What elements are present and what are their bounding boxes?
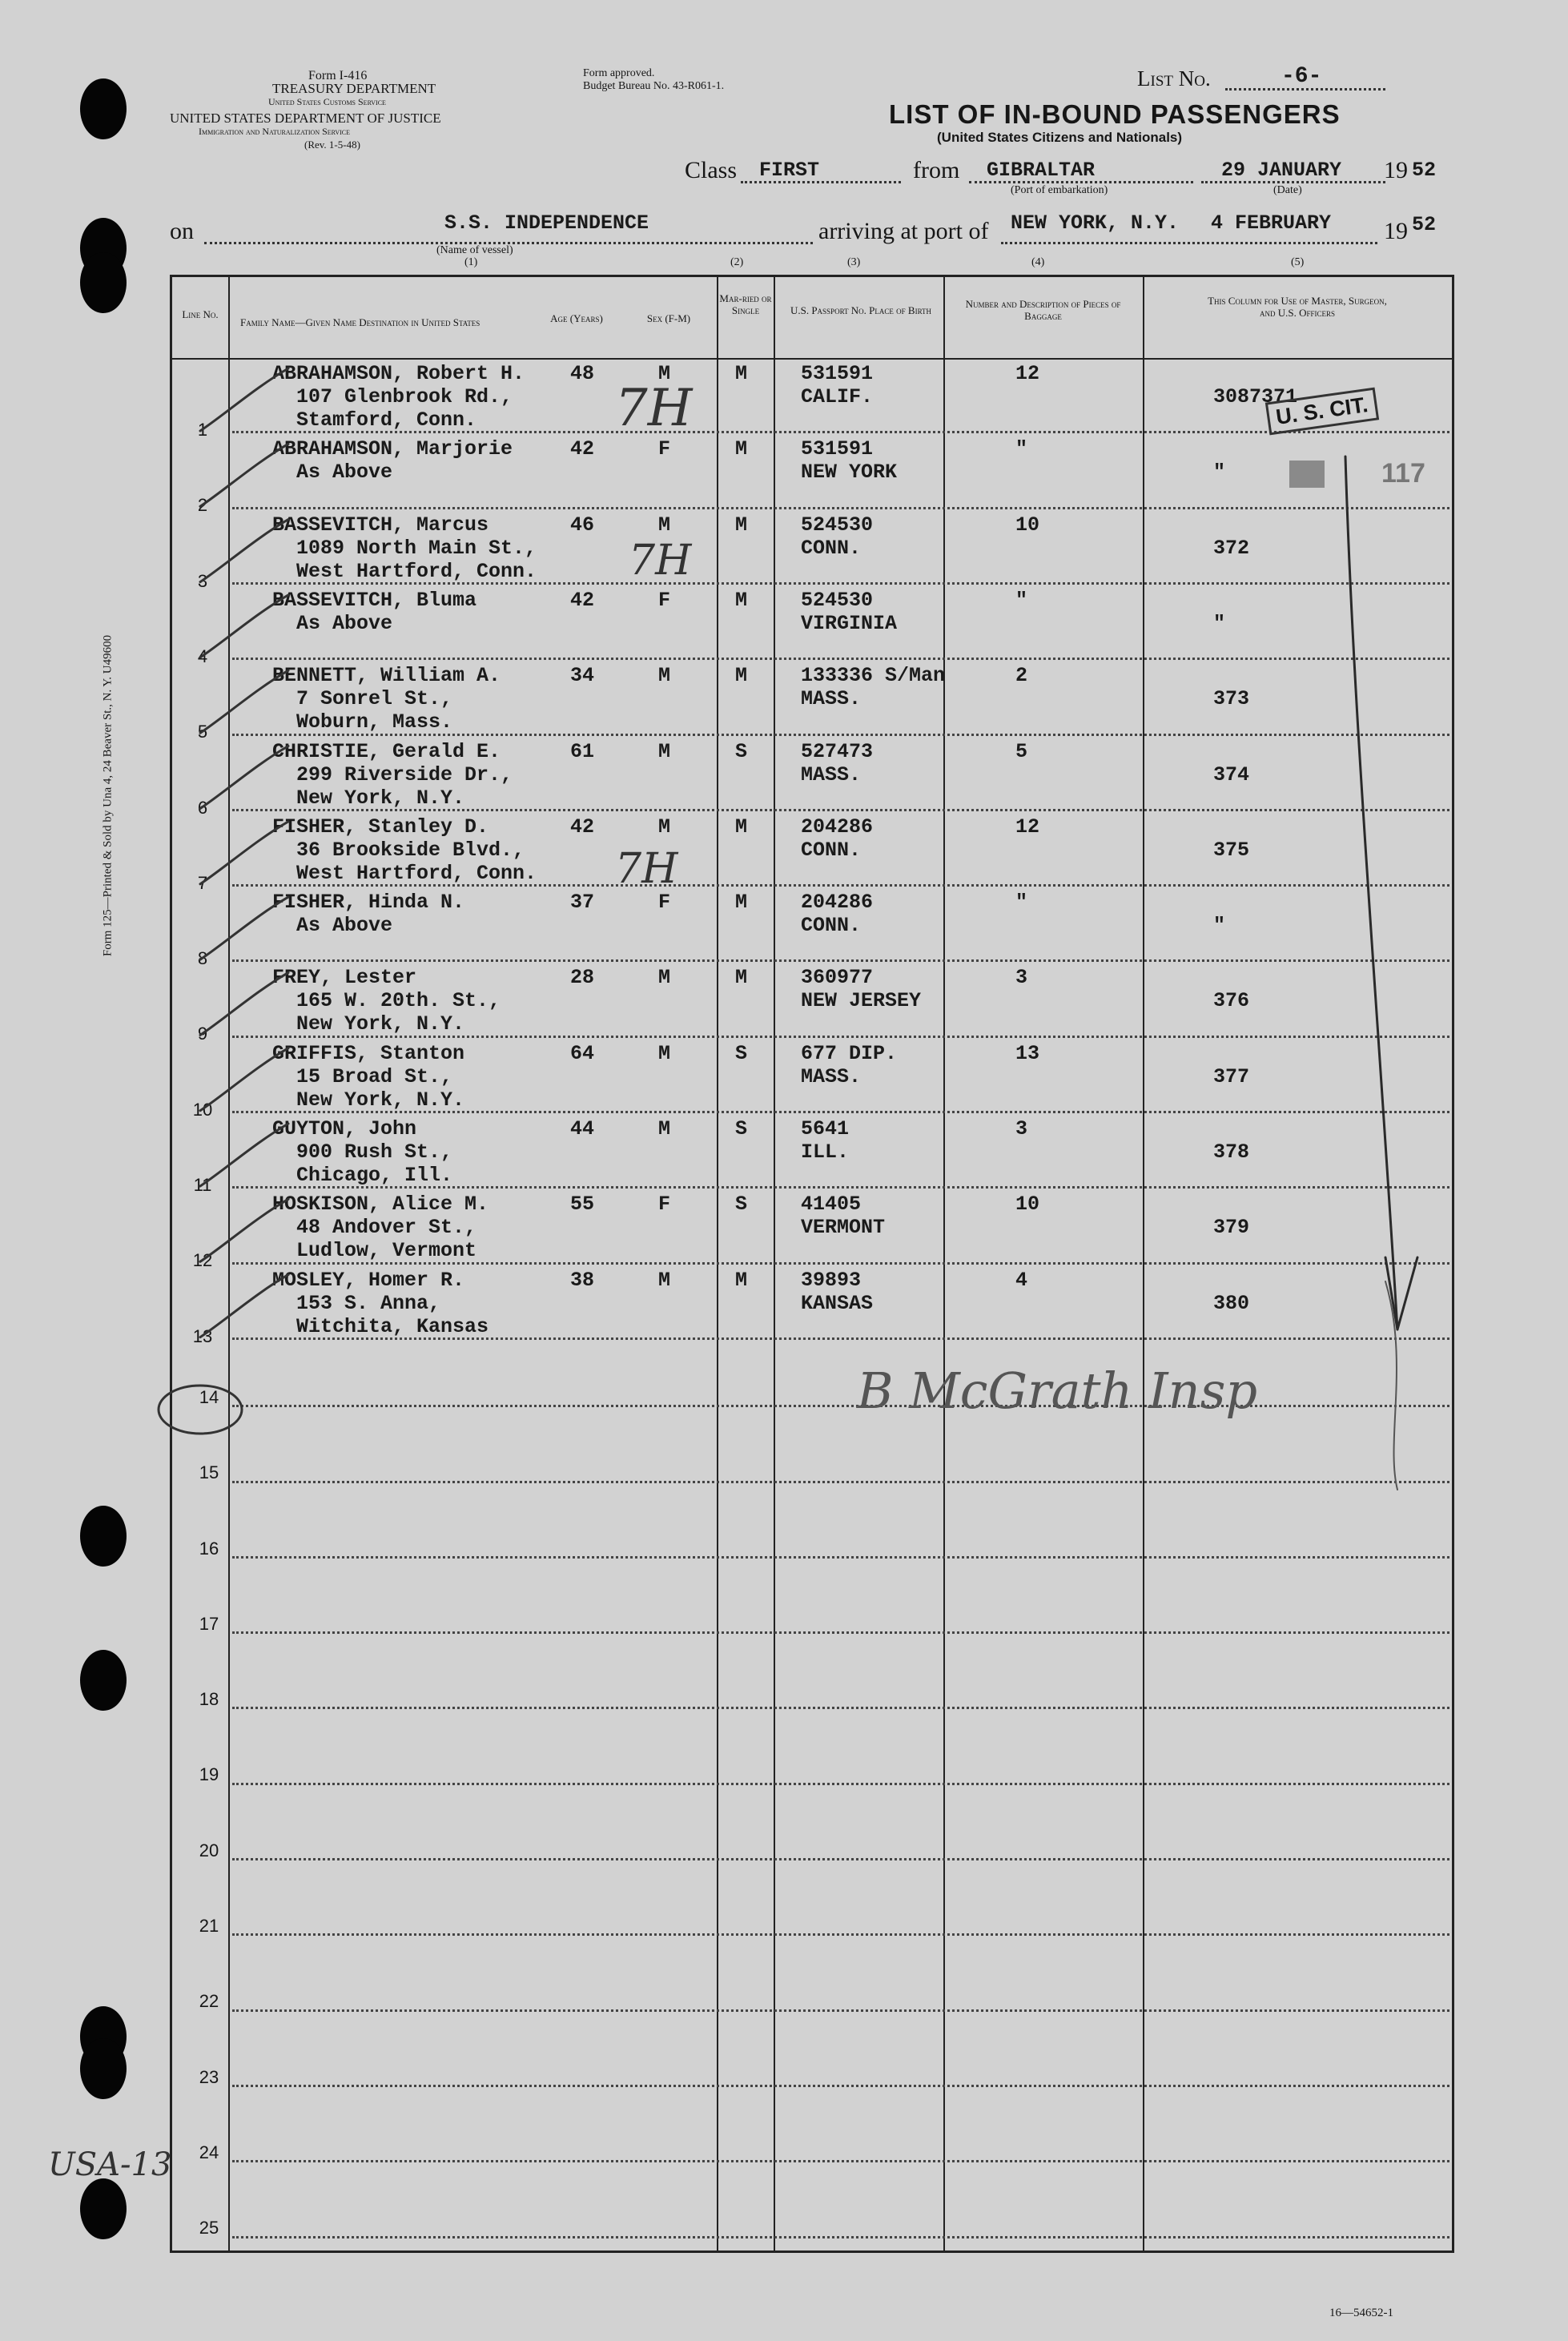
port-embark: GIBRALTAR [987, 159, 1096, 182]
line-number: 2 [197, 495, 208, 516]
baggage-count: " [1015, 588, 1028, 612]
ins-service: Immigration and Naturalization Service [199, 126, 351, 137]
side-print-credit: Form 125—Printed & Sold by Una 4, 24 Beaver St., N. Y. U49600 [101, 634, 115, 957]
officer-note: 375 [1213, 838, 1250, 862]
passport-number: 204286 [801, 891, 874, 915]
line-number: 18 [199, 1689, 219, 1710]
line-number: 13 [192, 1325, 213, 1346]
check-mark [200, 972, 288, 1035]
passenger-marital: M [735, 513, 748, 537]
officer-note: 379 [1213, 1216, 1250, 1240]
passport-number: 527473 [801, 739, 874, 763]
passenger-age: 46 [570, 513, 595, 537]
arrival-year: 52 [1412, 213, 1437, 236]
passenger-name: ABRAHAMSON, Marjorie [272, 437, 513, 461]
date-caption: (Date) [1273, 184, 1302, 196]
passenger-city: West Hartford, Conn. [296, 861, 537, 885]
us-citizen-stamp: U. S. CIT. [1265, 388, 1379, 436]
passenger-marital: S [735, 739, 748, 763]
arriving-label: arriving at port of [818, 218, 989, 244]
passenger-sex: F [658, 437, 671, 461]
passenger-city: Woburn, Mass. [296, 710, 453, 734]
inspector-signature: B McGrath Insp [857, 1362, 1258, 1420]
col-num-5: (5) [1291, 256, 1305, 268]
line-number: 15 [199, 1462, 219, 1483]
passenger-marital: M [735, 588, 748, 612]
passenger-sex: M [658, 815, 671, 839]
officer-note: " [1213, 611, 1226, 635]
col-num-1: (1) [464, 256, 478, 268]
passenger-age: 61 [570, 739, 595, 763]
baggage-count: 5 [1015, 739, 1028, 763]
officer-note: 372 [1213, 536, 1250, 560]
passenger-marital: M [735, 362, 748, 385]
footer-code: 16—54652-1 [1329, 2307, 1393, 2319]
page-title: LIST OF IN-BOUND PASSENGERS [889, 99, 1341, 129]
passenger-address: As Above [296, 914, 393, 938]
baggage-count: 4 [1015, 1268, 1028, 1292]
passenger-sex: M [658, 1041, 671, 1065]
passenger-name: BASSEVITCH, Marcus [272, 513, 489, 537]
passenger-age: 55 [570, 1193, 595, 1217]
passenger-address: 48 Andover St., [296, 1216, 477, 1240]
line-number: 20 [199, 1840, 219, 1860]
passenger-address: As Above [296, 611, 393, 635]
passenger-marital: M [735, 664, 748, 688]
passenger-city: West Hartford, Conn. [296, 559, 537, 583]
passenger-sex: F [658, 1193, 671, 1217]
passenger-address: 153 S. Anna, [296, 1291, 441, 1315]
place-of-birth: VERMONT [801, 1216, 886, 1240]
passenger-address: 107 Glenbrook Rd., [296, 385, 513, 408]
passenger-city: New York, N.Y. [296, 1088, 465, 1112]
hand-mark: 7H [615, 845, 678, 893]
baggage-count: 10 [1015, 513, 1040, 537]
port-embark-caption: (Port of embarkation) [1011, 184, 1108, 196]
passenger-name: GUYTON, John [272, 1117, 417, 1140]
check-mark [200, 746, 288, 809]
passenger-name: FREY, Lester [272, 966, 417, 990]
check-mark [200, 595, 288, 658]
passenger-marital: S [735, 1041, 748, 1065]
depart-year: 52 [1412, 159, 1437, 182]
officer-note: 373 [1213, 687, 1250, 711]
passenger-address: As Above [296, 461, 393, 485]
place-of-birth: VIRGINIA [801, 611, 898, 635]
passenger-age: 48 [570, 362, 595, 385]
baggage-count: 3 [1015, 966, 1028, 990]
passport-number: 41405 [801, 1193, 862, 1217]
hand-mark: 7H [629, 537, 692, 585]
passport-number: 133336 S/Man [801, 664, 946, 688]
arrival-date: 4 FEBRUARY [1211, 211, 1332, 235]
passenger-sex: M [658, 664, 671, 688]
col-header-line: Line No. [182, 308, 219, 320]
place-of-birth: ILL. [801, 1140, 850, 1164]
passenger-address: 7 Sonrel St., [296, 687, 453, 711]
passenger-age: 42 [570, 588, 595, 612]
line-number: 4 [197, 646, 208, 666]
revision: (Rev. 1-5-48) [304, 139, 360, 151]
baggage-count: " [1015, 437, 1028, 461]
line-number: 6 [197, 797, 208, 818]
vessel-caption: (Name of vessel) [436, 244, 513, 256]
check-mark [200, 1199, 288, 1261]
passenger-city: Stamford, Conn. [296, 408, 477, 432]
passenger-city: New York, N.Y. [296, 1012, 465, 1036]
passenger-age: 28 [570, 966, 595, 990]
baggage-count: 13 [1015, 1041, 1040, 1065]
check-mark [200, 1124, 288, 1186]
passenger-sex: F [658, 891, 671, 915]
passenger-age: 38 [570, 1268, 595, 1292]
class-label: Class [685, 157, 738, 183]
list-no-label: List No. [1137, 66, 1211, 91]
class-value: FIRST [759, 159, 820, 182]
line-number: 22 [199, 1991, 219, 2012]
col-num-3: (3) [847, 256, 861, 268]
passport-number: 524530 [801, 513, 874, 537]
check-mark [200, 897, 288, 959]
baggage-count: 10 [1015, 1193, 1040, 1217]
passenger-sex: M [658, 362, 671, 385]
circle-mark [159, 1386, 242, 1434]
passenger-address: 15 Broad St., [296, 1064, 453, 1088]
place-of-birth: CALIF. [801, 385, 874, 408]
line-number: 23 [199, 2066, 219, 2087]
col-num-2: (2) [730, 256, 744, 268]
passport-number: 360977 [801, 966, 874, 990]
officer-note: 380 [1213, 1291, 1250, 1315]
baggage-count: 2 [1015, 664, 1028, 688]
line-number: 14 [199, 1386, 219, 1407]
check-mark [200, 1048, 288, 1111]
list-no-value: -6- [1281, 64, 1322, 89]
passenger-name: HOSKISON, Alice M. [272, 1193, 489, 1217]
officer-note: 376 [1213, 989, 1250, 1013]
year-prefix: 19 [1384, 157, 1408, 183]
passenger-age: 42 [570, 815, 595, 839]
passenger-name: MOSLEY, Homer R. [272, 1268, 465, 1292]
baggage-count: 12 [1015, 815, 1040, 839]
col-header-age: Age (Years) [550, 312, 603, 324]
line-number: 8 [197, 948, 208, 969]
officer-note: 374 [1213, 762, 1250, 786]
passenger-address: 900 Rush St., [296, 1140, 453, 1164]
baggage-count: 12 [1015, 362, 1040, 385]
place-of-birth: CONN. [801, 536, 862, 560]
budget-bureau: Budget Bureau No. 43-R061-1. [583, 80, 725, 92]
customs-service: United States Customs Service [268, 96, 386, 107]
passenger-name: ABRAHAMSON, Robert H. [272, 362, 525, 385]
passenger-address: 299 Riverside Dr., [296, 762, 513, 786]
passenger-city: Ludlow, Vermont [296, 1239, 477, 1263]
passenger-address: 1089 North Main St., [296, 536, 537, 560]
passenger-city: Witchita, Kansas [296, 1314, 489, 1338]
col-header-baggage: Number and Description of Pieces of Baggage [965, 298, 1121, 322]
line-number: 11 [193, 1175, 212, 1195]
passenger-address: 165 W. 20th. St., [296, 989, 501, 1013]
passport-number: 204286 [801, 815, 874, 839]
passenger-name: FISHER, Stanley D. [272, 815, 489, 839]
passenger-age: 37 [570, 891, 595, 915]
place-of-birth: NEW JERSEY [801, 989, 922, 1013]
stamp-number: 117 [1381, 458, 1425, 489]
officer-note: " [1213, 914, 1226, 938]
line-number: 17 [199, 1613, 219, 1634]
place-of-birth: MASS. [801, 762, 862, 786]
passenger-city: Chicago, Ill. [296, 1164, 453, 1187]
passport-number: 677 DIP. [801, 1041, 898, 1065]
passport-number: 5641 [801, 1117, 850, 1140]
passenger-name: BASSEVITCH, Bluma [272, 588, 477, 612]
on-label: on [170, 218, 194, 244]
form-number: Form I-416 [308, 69, 368, 82]
place-of-birth: KANSAS [801, 1291, 874, 1315]
officer-note: 377 [1213, 1064, 1250, 1088]
passenger-name: FISHER, Hinda N. [272, 891, 465, 915]
line-number: 19 [199, 1764, 219, 1785]
passenger-marital: M [735, 1268, 748, 1292]
passenger-city: New York, N.Y. [296, 786, 465, 810]
from-label: from [913, 157, 960, 183]
passport-number: 39893 [801, 1268, 862, 1292]
check-mark [200, 1275, 288, 1337]
check-mark [200, 444, 288, 506]
page-subtitle: (United States Citizens and Nationals) [937, 130, 1183, 145]
passport-number: 524530 [801, 588, 874, 612]
line-number: 10 [192, 1099, 213, 1120]
line-number: 25 [199, 2218, 219, 2238]
passenger-age: 64 [570, 1041, 595, 1065]
line-number: 7 [197, 872, 208, 893]
check-mark [200, 822, 288, 884]
passport-number: 531591 [801, 362, 874, 385]
col-header-married: Mar-ried or Single [719, 292, 772, 316]
col-header-officers: This Column for Use of Master, Surgeon, and U.S. Officers [1208, 295, 1387, 319]
passenger-sex: M [658, 513, 671, 537]
passenger-marital: M [735, 437, 748, 461]
hand-mark: 7H [615, 379, 693, 438]
col-header-name: Family Name—Given Name Destination in United States [240, 316, 480, 328]
officer-note: 3087371 [1213, 385, 1298, 408]
officer-note: 378 [1213, 1140, 1250, 1164]
place-of-birth: NEW YORK [801, 461, 898, 485]
place-of-birth: MASS. [801, 1064, 862, 1088]
year-prefix-2: 19 [1384, 218, 1408, 244]
line-number: 24 [199, 2142, 219, 2162]
form-approved: Form approved. [583, 67, 655, 79]
col-header-passport: U.S. Passport No. Place of Birth [790, 304, 932, 316]
handwritten-usa: USA-13 [48, 2146, 172, 2183]
line-number: 3 [197, 570, 208, 591]
line-number: 16 [199, 1538, 219, 1559]
check-mark [200, 368, 288, 431]
passenger-marital: M [735, 966, 748, 990]
place-of-birth: CONN. [801, 838, 862, 862]
line-number: 12 [192, 1250, 213, 1271]
passenger-age: 44 [570, 1117, 595, 1140]
passenger-age: 34 [570, 664, 595, 688]
passenger-sex: M [658, 1117, 671, 1140]
justice-dept: UNITED STATES DEPARTMENT OF JUSTICE [170, 111, 441, 126]
line-number: 9 [197, 1024, 208, 1044]
col-header-sex: Sex (F-M) [646, 312, 691, 324]
line-number: 5 [197, 722, 208, 742]
vessel-name: S.S. INDEPENDENCE [444, 211, 649, 235]
passenger-name: BENNETT, William A. [272, 664, 501, 688]
place-of-birth: MASS. [801, 687, 862, 711]
passenger-age: 42 [570, 437, 595, 461]
treasury-dept: TREASURY DEPARTMENT [272, 81, 436, 96]
passenger-name: CHRISTIE, Gerald E. [272, 739, 501, 763]
passenger-marital: S [735, 1193, 748, 1217]
passport-number: 531591 [801, 437, 874, 461]
passenger-sex: M [658, 1268, 671, 1292]
baggage-count: " [1015, 891, 1028, 915]
line-number: 1 [197, 420, 208, 440]
officer-note: " [1213, 461, 1226, 485]
check-mark [200, 670, 288, 733]
passenger-address: 36 Brookside Blvd., [296, 838, 525, 862]
col-num-4: (4) [1031, 256, 1045, 268]
passenger-marital: S [735, 1117, 748, 1140]
passenger-sex: M [658, 739, 671, 763]
passenger-sex: M [658, 966, 671, 990]
passenger-name: GRIFFIS, Stanton [272, 1041, 465, 1065]
baggage-count: 3 [1015, 1117, 1028, 1140]
arrival-port: NEW YORK, N.Y. [1011, 211, 1180, 235]
check-mark [200, 520, 288, 582]
passenger-marital: M [735, 891, 748, 915]
passenger-sex: F [658, 588, 671, 612]
depart-date: 29 JANUARY [1221, 159, 1342, 182]
line-number: 21 [199, 1916, 219, 1936]
passenger-marital: M [735, 815, 748, 839]
place-of-birth: CONN. [801, 914, 862, 938]
